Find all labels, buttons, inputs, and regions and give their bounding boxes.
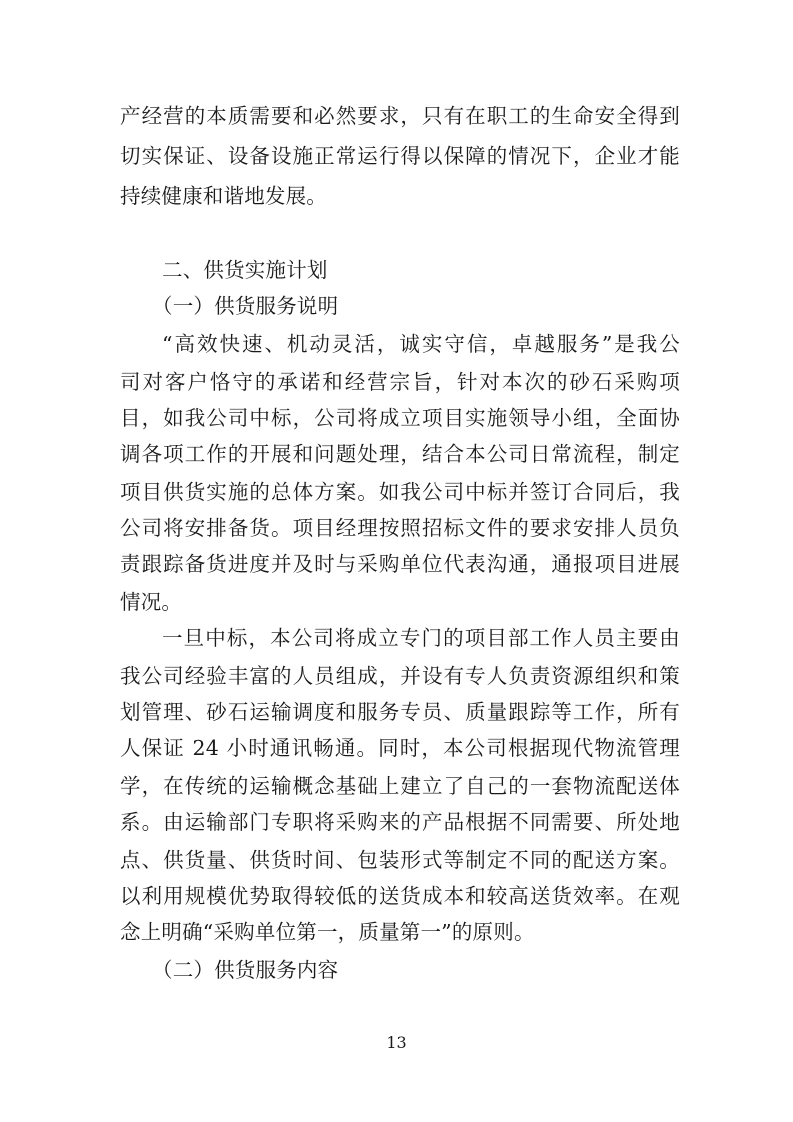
subsection-heading: （二）供货服务内容 (152, 958, 339, 982)
paragraph-line: 学，在传统的运输概念基础上建立了自己的一套物流配送体 (120, 774, 680, 798)
paragraph-line: 持续健康和谐地发展。 (120, 184, 327, 208)
paragraph-line: 念上明确“采购单位第一，质量第一”的原则。 (120, 920, 535, 944)
paragraph-line: 情况。 (120, 590, 183, 614)
paragraph-line: 调各项工作的开展和问题处理，结合本公司日常流程，制定 (120, 442, 680, 466)
paragraph-line: 划管理、砂石运输调度和服务专员、质量跟踪等工作，所有 (120, 700, 680, 724)
paragraph-line: 责跟踪备货进度并及时与采购单位代表沟通，通报项目进展 (120, 552, 680, 576)
paragraph-line: 一旦中标，本公司将成立专门的项目部工作人员主要由 (162, 626, 680, 650)
section-heading: 二、供货实施计划 (162, 258, 328, 282)
paragraph-line: 切实保证、设备设施正常运行得以保障的情况下，企业才能 (120, 144, 680, 168)
paragraph-line: 产经营的本质需要和必然要求，只有在职工的生命安全得到 (120, 104, 680, 128)
paragraph-line: 我公司经验丰富的人员组成，并设有专人负责资源组织和策 (120, 664, 680, 688)
page-number: 13 (386, 1033, 407, 1052)
paragraph-line: 司对客户恪守的承诺和经营宗旨，针对本次的砂石采购项 (120, 370, 680, 394)
paragraph-line: 点、供货量、供货时间、包装形式等制定不同的配送方案。 (120, 848, 680, 872)
paragraph-line: 以利用规模优势取得较低的送货成本和较高送货效率。在观 (120, 884, 680, 908)
paragraph-line: “高效快速、机动灵活，诚实守信，卓越服务”是我公 (162, 332, 680, 356)
paragraph-line: 人保证 24 小时通讯畅通。同时，本公司根据现代物流管理 (120, 736, 680, 760)
paragraph-line: 系。由运输部门专职将采购来的产品根据不同需要、所处地 (120, 810, 680, 834)
paragraph-line: 项目供货实施的总体方案。如我公司中标并签订合同后，我 (120, 480, 680, 504)
subsection-heading: （一）供货服务说明 (152, 294, 339, 318)
paragraph-line: 目，如我公司中标，公司将成立项目实施领导小组，全面协 (120, 406, 680, 430)
paragraph-line: 公司将安排备货。项目经理按照招标文件的要求安排人员负 (120, 516, 680, 540)
